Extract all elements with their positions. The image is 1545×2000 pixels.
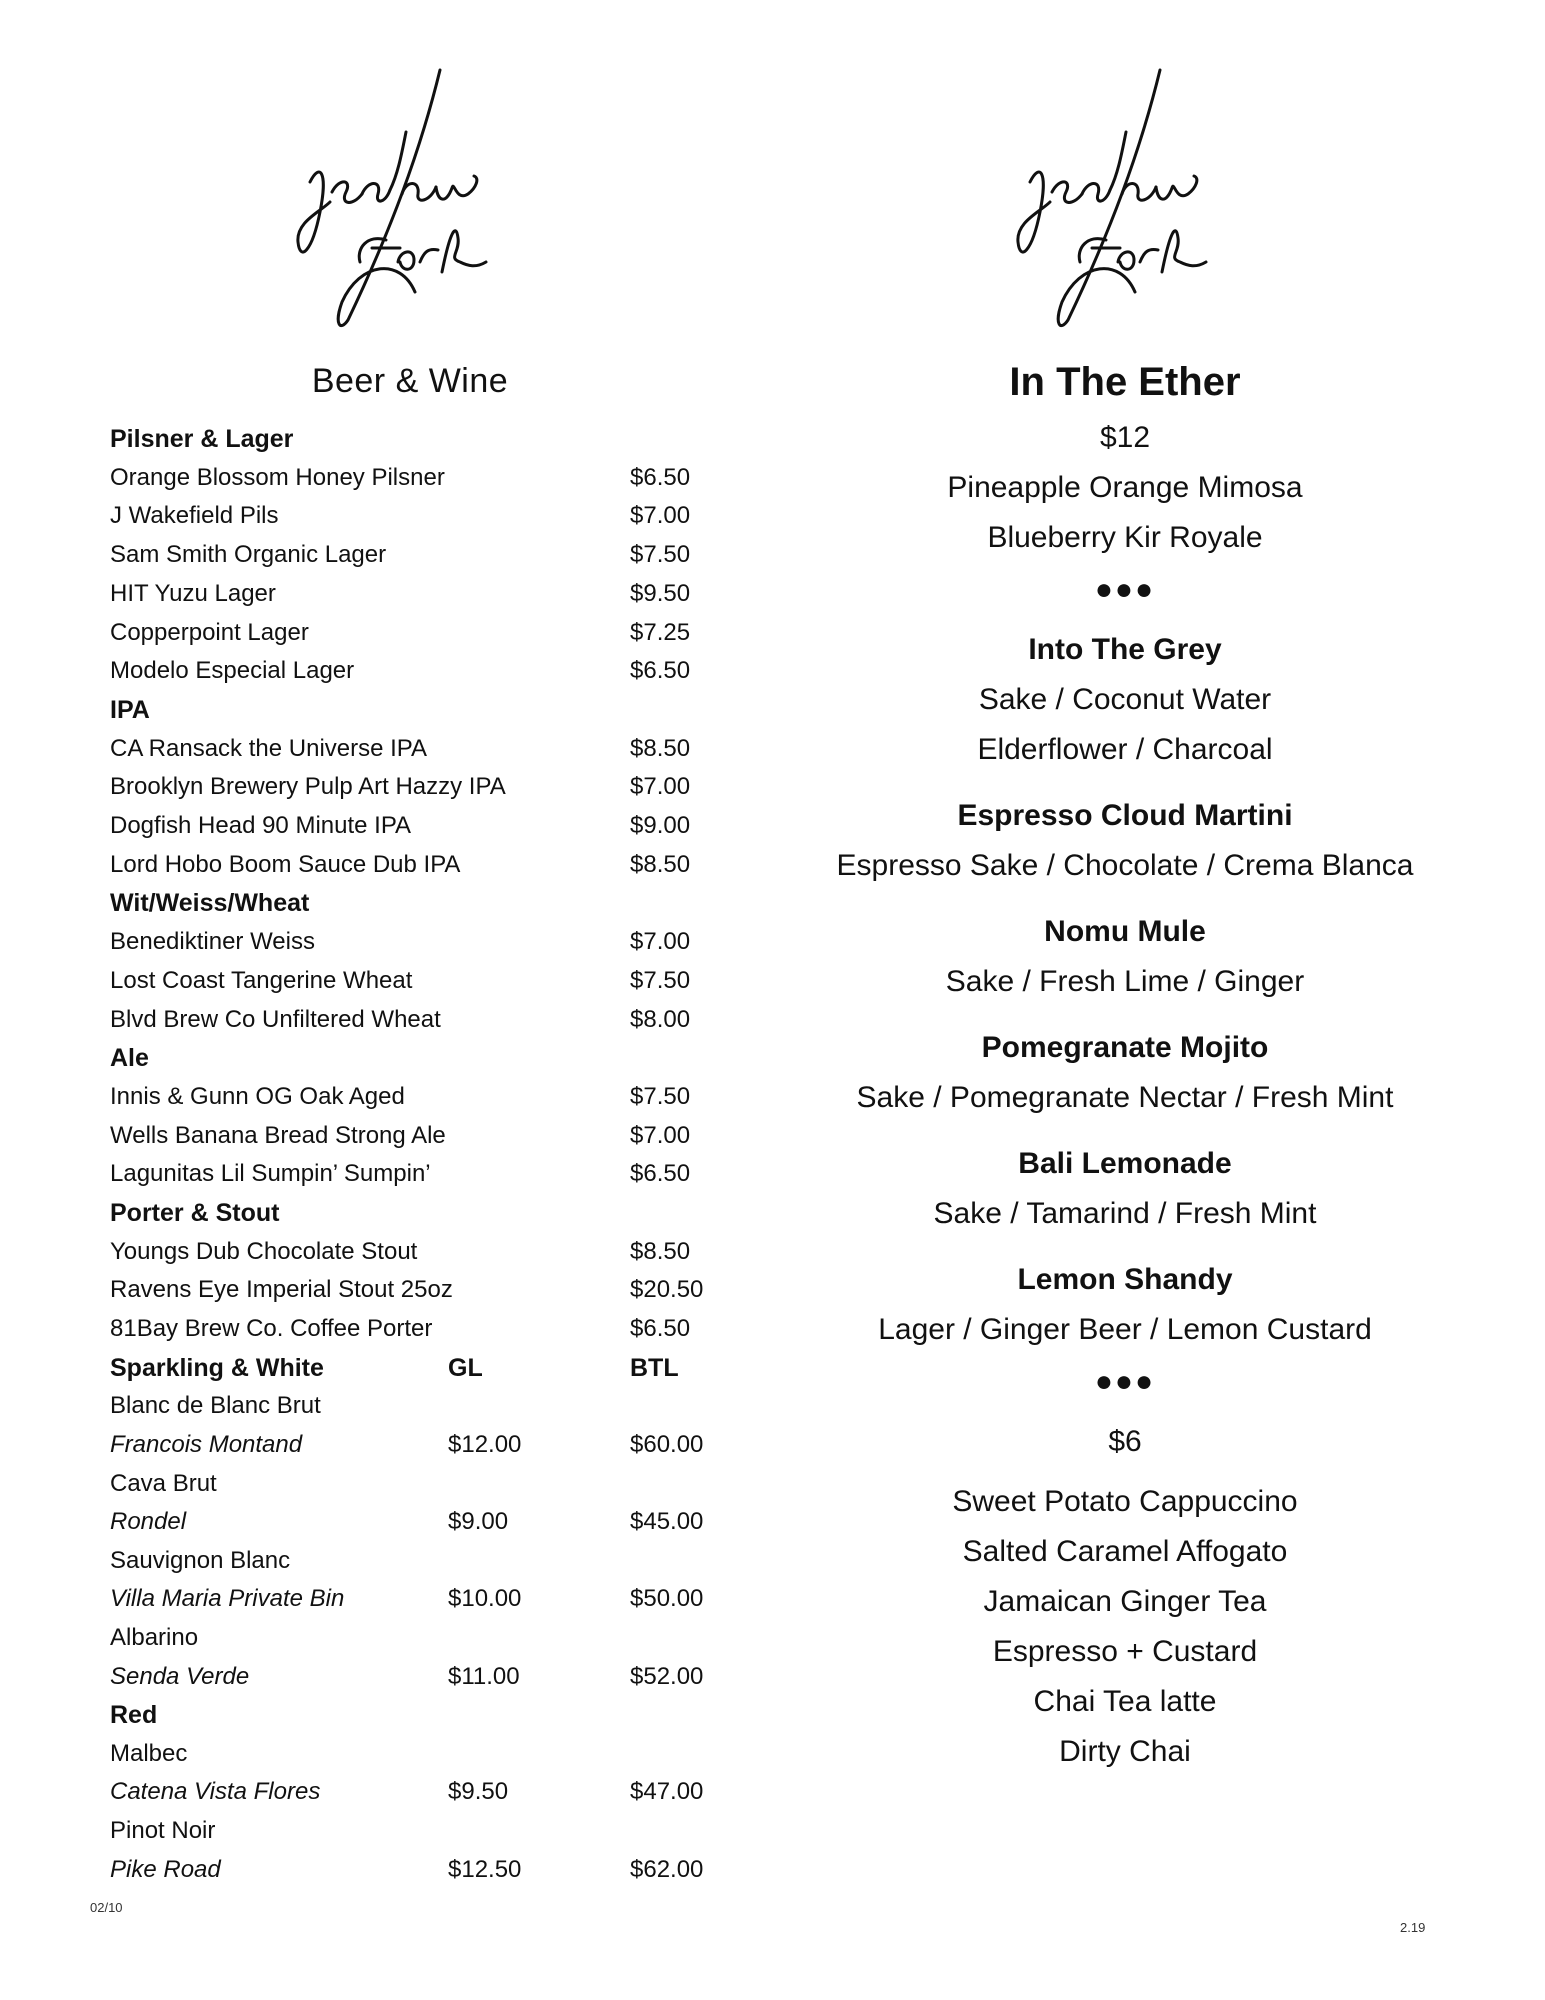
- category-heading: [110, 696, 750, 730]
- glass-price: $9.50: [448, 1778, 509, 1805]
- category-label: Porter & Stout: [110, 1199, 280, 1227]
- menu-item: [110, 1083, 750, 1117]
- menu-item: [110, 1392, 750, 1426]
- menu-item: [110, 1122, 750, 1156]
- item-name: Rondel: [110, 1508, 187, 1535]
- bottle-price: $7.00: [630, 928, 691, 955]
- bottle-price: $9.00: [630, 812, 691, 839]
- glass-price: $12.00: [448, 1431, 522, 1458]
- menu-item: [110, 1315, 750, 1349]
- section-divider: ●●●: [1094, 573, 1156, 606]
- menu-item: [110, 812, 750, 846]
- category-heading: [110, 1354, 750, 1388]
- menu-line: Pineapple Orange Mimosa: [947, 471, 1303, 504]
- section-divider: ●●●: [1094, 1365, 1156, 1398]
- menu-line: Elderflower / Charcoal: [977, 733, 1273, 766]
- item-name: Albarino: [110, 1624, 199, 1651]
- menu-item: [110, 1856, 750, 1890]
- drink-name: Nomu Mule: [1044, 915, 1206, 948]
- bottle-price: BTL: [630, 1354, 679, 1382]
- category-heading: [110, 1701, 750, 1735]
- menu-item: [110, 1663, 750, 1697]
- menu-line: Sake / Fresh Lime / Ginger: [945, 965, 1305, 998]
- category-label: Pilsner & Lager: [110, 425, 294, 453]
- item-name: Ravens Eye Imperial Stout 25oz: [110, 1276, 453, 1303]
- menu-line: Espresso + Custard: [992, 1635, 1258, 1668]
- item-name: 81Bay Brew Co. Coffee Porter: [110, 1315, 433, 1342]
- menu-item: [110, 1624, 750, 1658]
- glass-price: $12.50: [448, 1856, 522, 1883]
- item-name: Blanc de Blanc Brut: [110, 1392, 321, 1419]
- menu-line: Dirty Chai: [1059, 1735, 1191, 1768]
- menu-line: $6: [1108, 1425, 1142, 1458]
- bottle-price: $8.50: [630, 1238, 691, 1265]
- menu-item: [110, 1817, 750, 1851]
- item-name: Malbec: [110, 1740, 188, 1767]
- menu-title-beer-wine: Beer & Wine: [311, 362, 509, 400]
- menu-item: [110, 1160, 750, 1194]
- bottle-price: $50.00: [630, 1585, 704, 1612]
- menu-item: [110, 1470, 750, 1504]
- item-name: Sam Smith Organic Lager: [110, 541, 387, 568]
- item-name: Sauvignon Blanc: [110, 1547, 291, 1574]
- menu-item: [110, 1547, 750, 1581]
- item-name: Lagunitas Lil Sumpin’ Sumpin’: [110, 1160, 431, 1187]
- bottle-price: $8.50: [630, 851, 691, 878]
- menu-item: [110, 1585, 750, 1619]
- menu-line: Sweet Potato Cappuccino: [952, 1485, 1298, 1518]
- jealous-fork-logo: [1010, 62, 1250, 332]
- bottle-price: $45.00: [630, 1508, 704, 1535]
- item-name: CA Ransack the Universe IPA: [110, 735, 428, 762]
- menu-line: Salted Caramel Affogato: [962, 1535, 1288, 1568]
- item-name: Orange Blossom Honey Pilsner: [110, 464, 445, 491]
- bottle-price: $62.00: [630, 1856, 704, 1883]
- item-name: J Wakefield Pils: [110, 502, 279, 529]
- category-label: Red: [110, 1701, 158, 1729]
- menu-line: Jamaican Ginger Tea: [983, 1585, 1267, 1618]
- bottle-price: $6.50: [630, 464, 691, 491]
- category-label: IPA: [110, 696, 150, 724]
- menu-line: Sake / Coconut Water: [978, 683, 1272, 716]
- menu-item: [110, 735, 750, 769]
- glass-price: $10.00: [448, 1585, 522, 1612]
- menu-item: [110, 1740, 750, 1774]
- bottle-price: $6.50: [630, 1160, 691, 1187]
- bottle-price: $20.50: [630, 1276, 704, 1303]
- bottle-price: $7.00: [630, 1122, 691, 1149]
- menu-item: [110, 1431, 750, 1465]
- menu-item: [110, 1006, 750, 1040]
- item-name: Lost Coast Tangerine Wheat: [110, 967, 413, 994]
- drink-name: Espresso Cloud Martini: [957, 799, 1293, 832]
- bottle-price: $7.00: [630, 773, 691, 800]
- menu-line: Blueberry Kir Royale: [987, 521, 1263, 554]
- menu-item: [110, 464, 750, 498]
- menu-item: [110, 1276, 750, 1310]
- item-name: Dogfish Head 90 Minute IPA: [110, 812, 412, 839]
- bottle-price: $7.50: [630, 967, 691, 994]
- category-label: Wit/Weiss/Wheat: [110, 889, 310, 917]
- item-name: Villa Maria Private Bin: [110, 1585, 345, 1612]
- menu-line: Lager / Ginger Beer / Lemon Custard: [878, 1313, 1372, 1346]
- menu-line: Espresso Sake / Chocolate / Crema Blanca: [836, 849, 1414, 882]
- menu-item: [110, 928, 750, 962]
- menu-item: [110, 657, 750, 691]
- menu-item: [110, 1508, 750, 1542]
- category-heading: [110, 1199, 750, 1233]
- bottle-price: $8.00: [630, 1006, 691, 1033]
- item-name: Copperpoint Lager: [110, 619, 309, 646]
- menu-item: [110, 851, 750, 885]
- category-label: Ale: [110, 1044, 149, 1072]
- category-heading: [110, 425, 750, 459]
- item-name: Blvd Brew Co Unfiltered Wheat: [110, 1006, 441, 1033]
- category-label: Sparkling & White: [110, 1354, 324, 1382]
- bottle-price: $60.00: [630, 1431, 704, 1458]
- item-name: Youngs Dub Chocolate Stout: [110, 1238, 418, 1265]
- category-heading: [110, 889, 750, 923]
- menu-line: Sake / Tamarind / Fresh Mint: [933, 1197, 1317, 1230]
- item-name: Wells Banana Bread Strong Ale: [110, 1122, 446, 1149]
- item-name: Brooklyn Brewery Pulp Art Hazzy IPA: [110, 773, 506, 800]
- item-name: Francois Montand: [110, 1431, 303, 1458]
- glass-price: $9.00: [448, 1508, 509, 1535]
- glass-price: GL: [448, 1354, 483, 1382]
- menu-item: [110, 541, 750, 575]
- glass-price: $11.00: [448, 1663, 520, 1690]
- item-name: Catena Vista Flores: [110, 1778, 321, 1805]
- bottle-price: $7.50: [630, 1083, 691, 1110]
- item-name: HIT Yuzu Lager: [110, 580, 276, 607]
- item-name: Innis & Gunn OG Oak Aged: [110, 1083, 405, 1110]
- menu-item: [110, 502, 750, 536]
- menu-item: [110, 1778, 750, 1812]
- jealous-fork-logo: [290, 62, 530, 332]
- menu-line: $12: [1099, 421, 1151, 454]
- bottle-price: $8.50: [630, 735, 691, 762]
- menu-item: [110, 1238, 750, 1272]
- item-name: Modelo Especial Lager: [110, 657, 355, 684]
- drink-name: Lemon Shandy: [1017, 1263, 1233, 1296]
- bottle-price: $6.50: [630, 657, 691, 684]
- category-heading: [110, 1044, 750, 1078]
- menu-item: [110, 580, 750, 614]
- menu-item: [110, 619, 750, 653]
- item-name: Pike Road: [110, 1856, 221, 1883]
- item-name: Senda Verde: [110, 1663, 250, 1690]
- footer-date-left: 02/10: [90, 1900, 123, 1915]
- menu-line: Chai Tea latte: [1033, 1685, 1217, 1718]
- in-the-ether-menu: [820, 360, 1430, 1771]
- bottle-price: $52.00: [630, 1663, 704, 1690]
- bottle-price: $7.50: [630, 541, 691, 568]
- bottle-price: $7.25: [630, 619, 691, 646]
- item-name: Cava Brut: [110, 1470, 217, 1497]
- menu-item: [110, 773, 750, 807]
- item-name: Benediktiner Weiss: [110, 928, 315, 955]
- bottle-price: $6.50: [630, 1315, 691, 1342]
- footer-code-right: 2.19: [1400, 1920, 1426, 1935]
- item-name: Lord Hobo Boom Sauce Dub IPA: [110, 851, 461, 878]
- bottle-price: $7.00: [630, 502, 691, 529]
- drink-name: Bali Lemonade: [1018, 1147, 1232, 1180]
- drink-name: Pomegranate Mojito: [981, 1031, 1269, 1064]
- bottle-price: $47.00: [630, 1778, 704, 1805]
- item-name: Pinot Noir: [110, 1817, 216, 1844]
- drink-name: Into The Grey: [1028, 633, 1222, 666]
- menu-line: Sake / Pomegranate Nectar / Fresh Mint: [856, 1081, 1394, 1114]
- menu-title-in-the-ether: In The Ether: [1009, 360, 1241, 404]
- menu-item: [110, 967, 750, 1001]
- bottle-price: $9.50: [630, 580, 691, 607]
